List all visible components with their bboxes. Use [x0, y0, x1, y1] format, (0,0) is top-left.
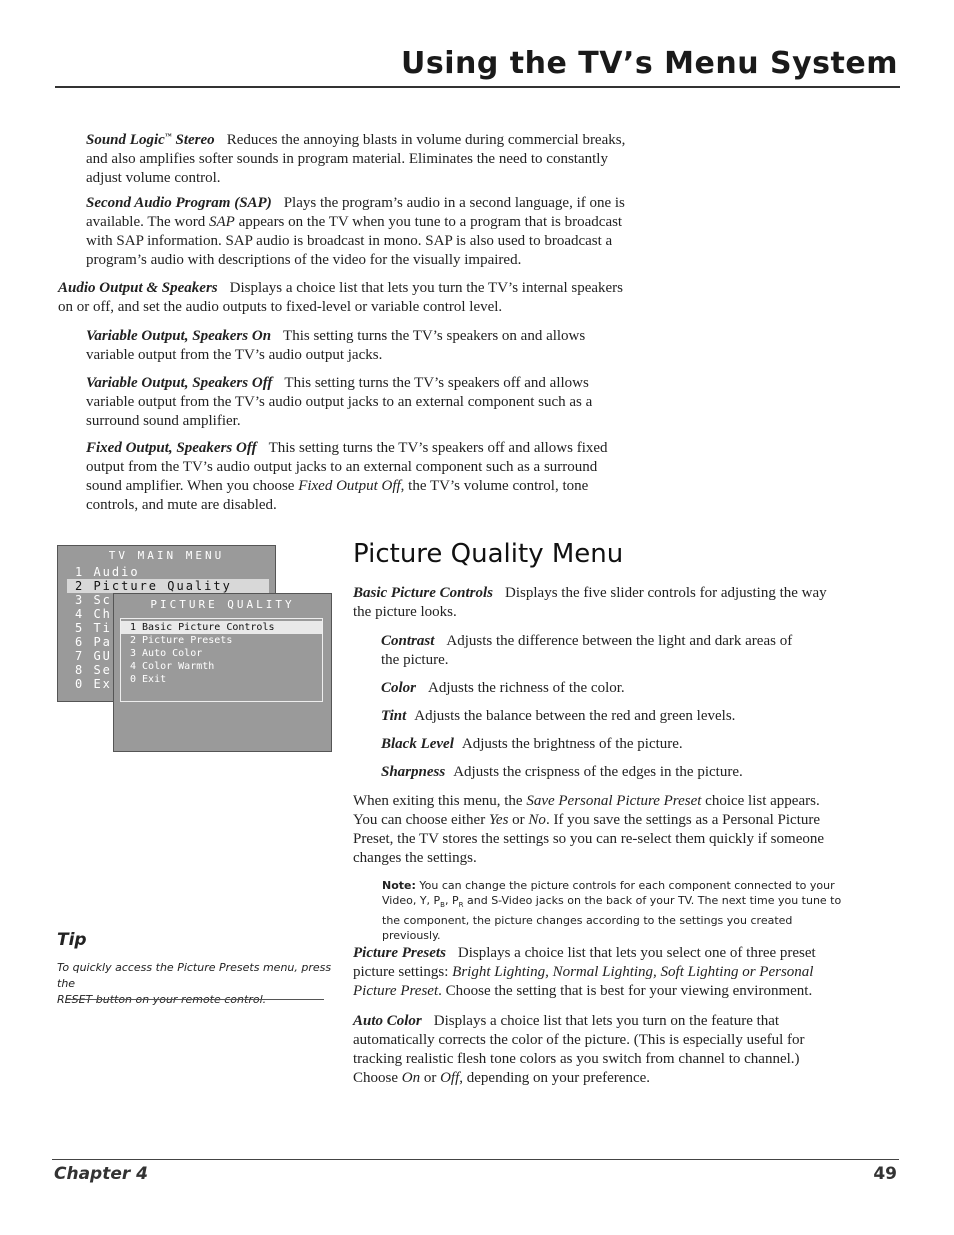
menu-item-8[interactable]: 8 Se: [75, 663, 112, 677]
basic-controls-paragraph: Basic Picture Controls Displays the five slider controls for adjusting the way the picture looks.: [353, 585, 827, 620]
auto-color-term: Auto Color: [353, 1013, 422, 1029]
pq-item-color-warmth[interactable]: 4 Color Warmth: [130, 661, 215, 672]
tip-heading: Tip: [57, 930, 87, 950]
pq-item-picture-presets[interactable]: 2 Picture Presets: [130, 635, 233, 646]
picture-quality-list: [120, 618, 323, 702]
menu-item-6[interactable]: 6 Pa: [75, 635, 112, 649]
picture-quality-heading: Picture Quality Menu: [353, 539, 624, 569]
var-off-term: Variable Output, Speakers Off: [86, 375, 273, 391]
menu-item-7[interactable]: 7 GU: [75, 649, 112, 663]
sharpness-paragraph: Sharpness Adjusts the crispness of the edges in the picture.: [381, 764, 743, 780]
picture-presets-paragraph: Picture Presets Displays a choice list that lets you select one of three preset picture settings: Bright Lighting, Normal Lighting, Soft Lighting or Personal Picture Preset. Choose the setting that is best for your viewing environment.: [353, 945, 816, 999]
tv-main-menu-title: TV MAIN MENU: [108, 549, 225, 562]
menu-item-picture-quality[interactable]: 2 Picture Quality: [67, 579, 269, 593]
picture-quality-screen: [113, 593, 332, 752]
picture-presets-term: Picture Presets: [353, 945, 446, 961]
fixed-off-paragraph: Fixed Output, Speakers Off This setting turns the TV’s speakers off and allows fixed output from the TV’s audio output jacks to an external component such as a surround sound amplifier. When you choose Fixed Output Off, the TV’s volume control, tone controls, and mute are disabled.: [86, 440, 608, 513]
black-level-term: Black Level: [381, 736, 454, 752]
exit-paragraph: When exiting this menu, the Save Personal Picture Preset choice list appears. You can choose either Yes or No. If you save the settings as a Personal Picture Preset, the TV stores the settings so you can re-select them quickly if someone changes the settings.: [353, 793, 825, 866]
tip-rule: [67, 999, 324, 1000]
footer-rule: [52, 1159, 899, 1160]
menu-item-5[interactable]: 5 Ti: [75, 621, 112, 635]
menu-item-3[interactable]: 3 Sc: [75, 593, 112, 607]
auto-color-paragraph: Auto Color Displays a choice list that lets you turn on the feature that automatically corrects the color of the picture. (This is especially useful for tracking realistic flesh tone colors as you switch from channel to channel.) Choose On or Off, depending on your preference.: [353, 1013, 805, 1086]
footer-chapter: Chapter 4: [54, 1164, 149, 1184]
menu-item-4[interactable]: 4 Ch: [75, 607, 112, 621]
contrast-paragraph: Contrast Adjusts the difference between the light and dark areas of the picture.: [381, 633, 793, 668]
var-on-term: Variable Output, Speakers On: [86, 328, 272, 344]
sharpness-term: Sharpness: [381, 764, 446, 780]
pq-item-basic-controls[interactable]: 1 Basic Picture Controls: [121, 621, 322, 634]
tint-paragraph: Tint Adjusts the balance between the red and green levels.: [381, 708, 736, 724]
color-term: Color: [381, 680, 417, 696]
sap-term: Second Audio Program (SAP): [86, 195, 272, 211]
fixed-off-term: Fixed Output, Speakers Off: [86, 440, 257, 456]
var-off-paragraph: Variable Output, Speakers Off This setting turns the TV’s speakers off and allows variable output from the TV’s audio output jacks to an external component such as a surround sound amplifier.: [86, 375, 593, 429]
pq-item-auto-color[interactable]: 3 Auto Color: [130, 648, 203, 659]
footer-page-number: 49: [873, 1164, 897, 1184]
sound-logic-term: Sound Logic™ Stereo: [86, 132, 215, 148]
picture-quality-screen-title: PICTURE QUALITY: [150, 598, 295, 611]
menu-item-audio[interactable]: 1 Audio: [75, 565, 140, 579]
color-paragraph: Color Adjusts the richness of the color.: [381, 680, 625, 696]
sap-paragraph: Second Audio Program (SAP) Plays the program’s audio in a second language, if one is available. The word SAP appears on the TV when you tune to a program that is broadcast with SAP information. SAP audio is broadcast in mono. SAP is also used to broadcast a program’s audio with descriptions of the video for the visually impaired.: [86, 195, 625, 268]
black-level-paragraph: Black Level Adjusts the brightness of the picture.: [381, 736, 683, 752]
tint-term: Tint: [381, 708, 407, 724]
note-label: Note:: [382, 879, 416, 892]
note-box: Note: You can change the picture controls for each component connected to your Video, Y, $P_B$, $P_R$ and S-Video jacks on the back of your TV. The next time you tune to the component, the picture changes according to the settings you created previously.: [382, 879, 842, 943]
header-rule: [55, 86, 900, 88]
sound-logic-paragraph: Sound Logic™ Stereo Reduces the annoying blasts in volume during commercial breaks, and also amplifies softer sounds in program material. Eliminates the need to constantly adjust volume control.: [86, 132, 626, 186]
basic-controls-term: Basic Picture Controls: [353, 585, 494, 601]
contrast-term: Contrast: [381, 633, 435, 649]
audio-output-term: Audio Output & Speakers: [58, 280, 218, 296]
pq-item-exit[interactable]: 0 Exit: [130, 674, 167, 685]
menu-item-exit[interactable]: 0 Ex: [75, 677, 112, 691]
audio-output-paragraph: Audio Output & Speakers Displays a choice list that lets you turn the TV’s internal speakers on or off, and set the audio outputs to fixed-level or variable control level.: [58, 280, 624, 315]
tip-text: To quickly access the Picture Presets menu, press the RESET button on your remote control.: [57, 961, 332, 1006]
var-on-paragraph: Variable Output, Speakers On This setting turns the TV’s speakers on and allows variable output from the TV’s audio output jacks.: [86, 328, 586, 363]
page-header-title: Using the TV’s Menu System: [401, 46, 898, 81]
